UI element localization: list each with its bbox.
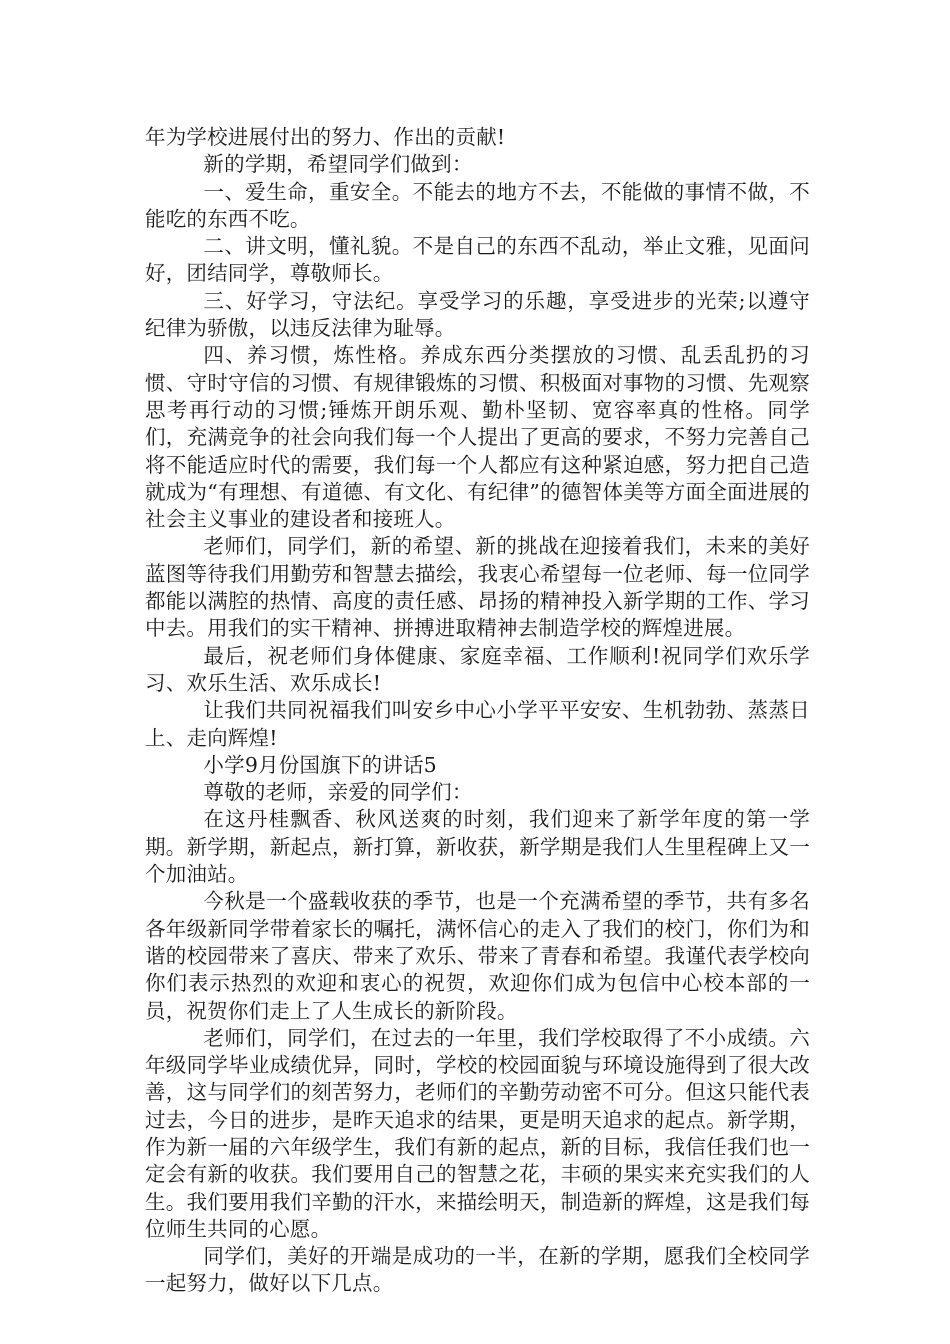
- paragraph-7: 老师们，同学们，新的希望、新的挑战在迎接着我们，未来的美好蓝图等待我们用勤劳和智慧去描绘，我衷心希望每一位老师、每一位同学都能以满腔的热情、高度的责任感、昂扬的精神投入新学期的工作、学习中去。用我们的实干精神、拼搏进取精神去制造学校的辉煌进展。: [145, 534, 810, 641]
- paragraph-9: 让我们共同祝福我们叫安乡中心小学平平安安、生机勃勃、蒸蒸日上、走向辉煌!: [145, 698, 810, 750]
- paragraph-13: 今秋是一个盛载收获的季节，也是一个充满希望的季节，共有多名各年级新同学带着家长的嘱托，满怀信心的走入了我们的校门，你们为和谐的校园带来了喜庆、带来了欢乐、带来了青春和希望。我谨代表学校向你们表示热烈的欢迎和衷心的祝贺，欢迎你们成为包信中心校本部的一员，祝贺你们走上了人生成长的新阶段。: [145, 889, 810, 1023]
- section-title: 小学9月份国旗下的讲话5: [203, 752, 437, 777]
- paragraph-2: 新的学期，希望同学们做到：: [203, 152, 473, 177]
- document-body: [145, 124, 810, 1298]
- paragraph-1: 年为学校进展付出的努力、作出的贡献!: [145, 125, 506, 149]
- paragraph-4: 二、讲文明，懂礼貌。不是自己的东西不乱动，举止文雅，见面问好，团结同学，尊敬师长。: [145, 234, 810, 286]
- paragraph-12: 在这丹桂飘香、秋风送爽的时刻，我们迎来了新学年度的第一学期。新学期，新起点，新打算，新收获，新学期是我们人生里程碑上又一个加油站。: [145, 807, 810, 887]
- salutation: 尊敬的老师，亲爱的同学们：: [203, 780, 473, 805]
- paragraph-3: 一、爱生命，重安全。不能去的地方不去，不能做的事情不做，不能吃的东西不吃。: [145, 179, 810, 231]
- paragraph-6: 四、养习惯，炼性格。养成东西分类摆放的习惯、乱丢乱扔的习惯、守时守信的习惯、有规律锻炼的习惯、积极面对事物的习惯、先观察思考再行动的习惯;锤炼开朗乐观、勤朴坚韧、宽容率真的性格。同学们，充满竞争的社会向我们每一个人提出了更高的要求，不努力完善自己将不能适应时代的需要，我们每一个人都应有这种紧迫感，努力把自己造就成为“有理想、有道德、有文化、有纪律”的德智体美等方面全面进展的社会主义事业的建设者和接班人。: [145, 343, 810, 532]
- paragraph-8: 最后，祝老师们身体健康、家庭幸福、工作顺利!祝同学们欢乐学习、欢乐生活、欢乐成长!: [145, 643, 810, 695]
- paragraph-14: 老师们，同学们，在过去的一年里，我们学校取得了不小成绩。六年级同学毕业成绩优异，同时，学校的校园面貌与环境设施得到了很大改善，这与同学们的刻苦努力，老师们的辛勤劳动密不可分。但这只能代表过去，今日的进步，是昨天追求的结果，更是明天追求的起点。新学期，作为新一届的六年级学生，我们有新的起点，新的目标，我信任我们也一定会有新的收获。我们要用自己的智慧之花，丰硕的果实来充实我们的人生。我们要用我们辛勤的汗水，来描绘明天，制造新的辉煌，这是我们每位师生共同的心愿。: [145, 1025, 810, 1241]
- paragraph-15: 同学们，美好的开端是成功的一半，在新的学期，愿我们全校同学一起努力，做好以下几点。: [145, 1244, 810, 1296]
- paragraph-5: 三、好学习，守法纪。享受学习的乐趣，享受进步的光荣;以遵守纪律为骄傲，以违反法律为耻辱。: [145, 288, 810, 341]
